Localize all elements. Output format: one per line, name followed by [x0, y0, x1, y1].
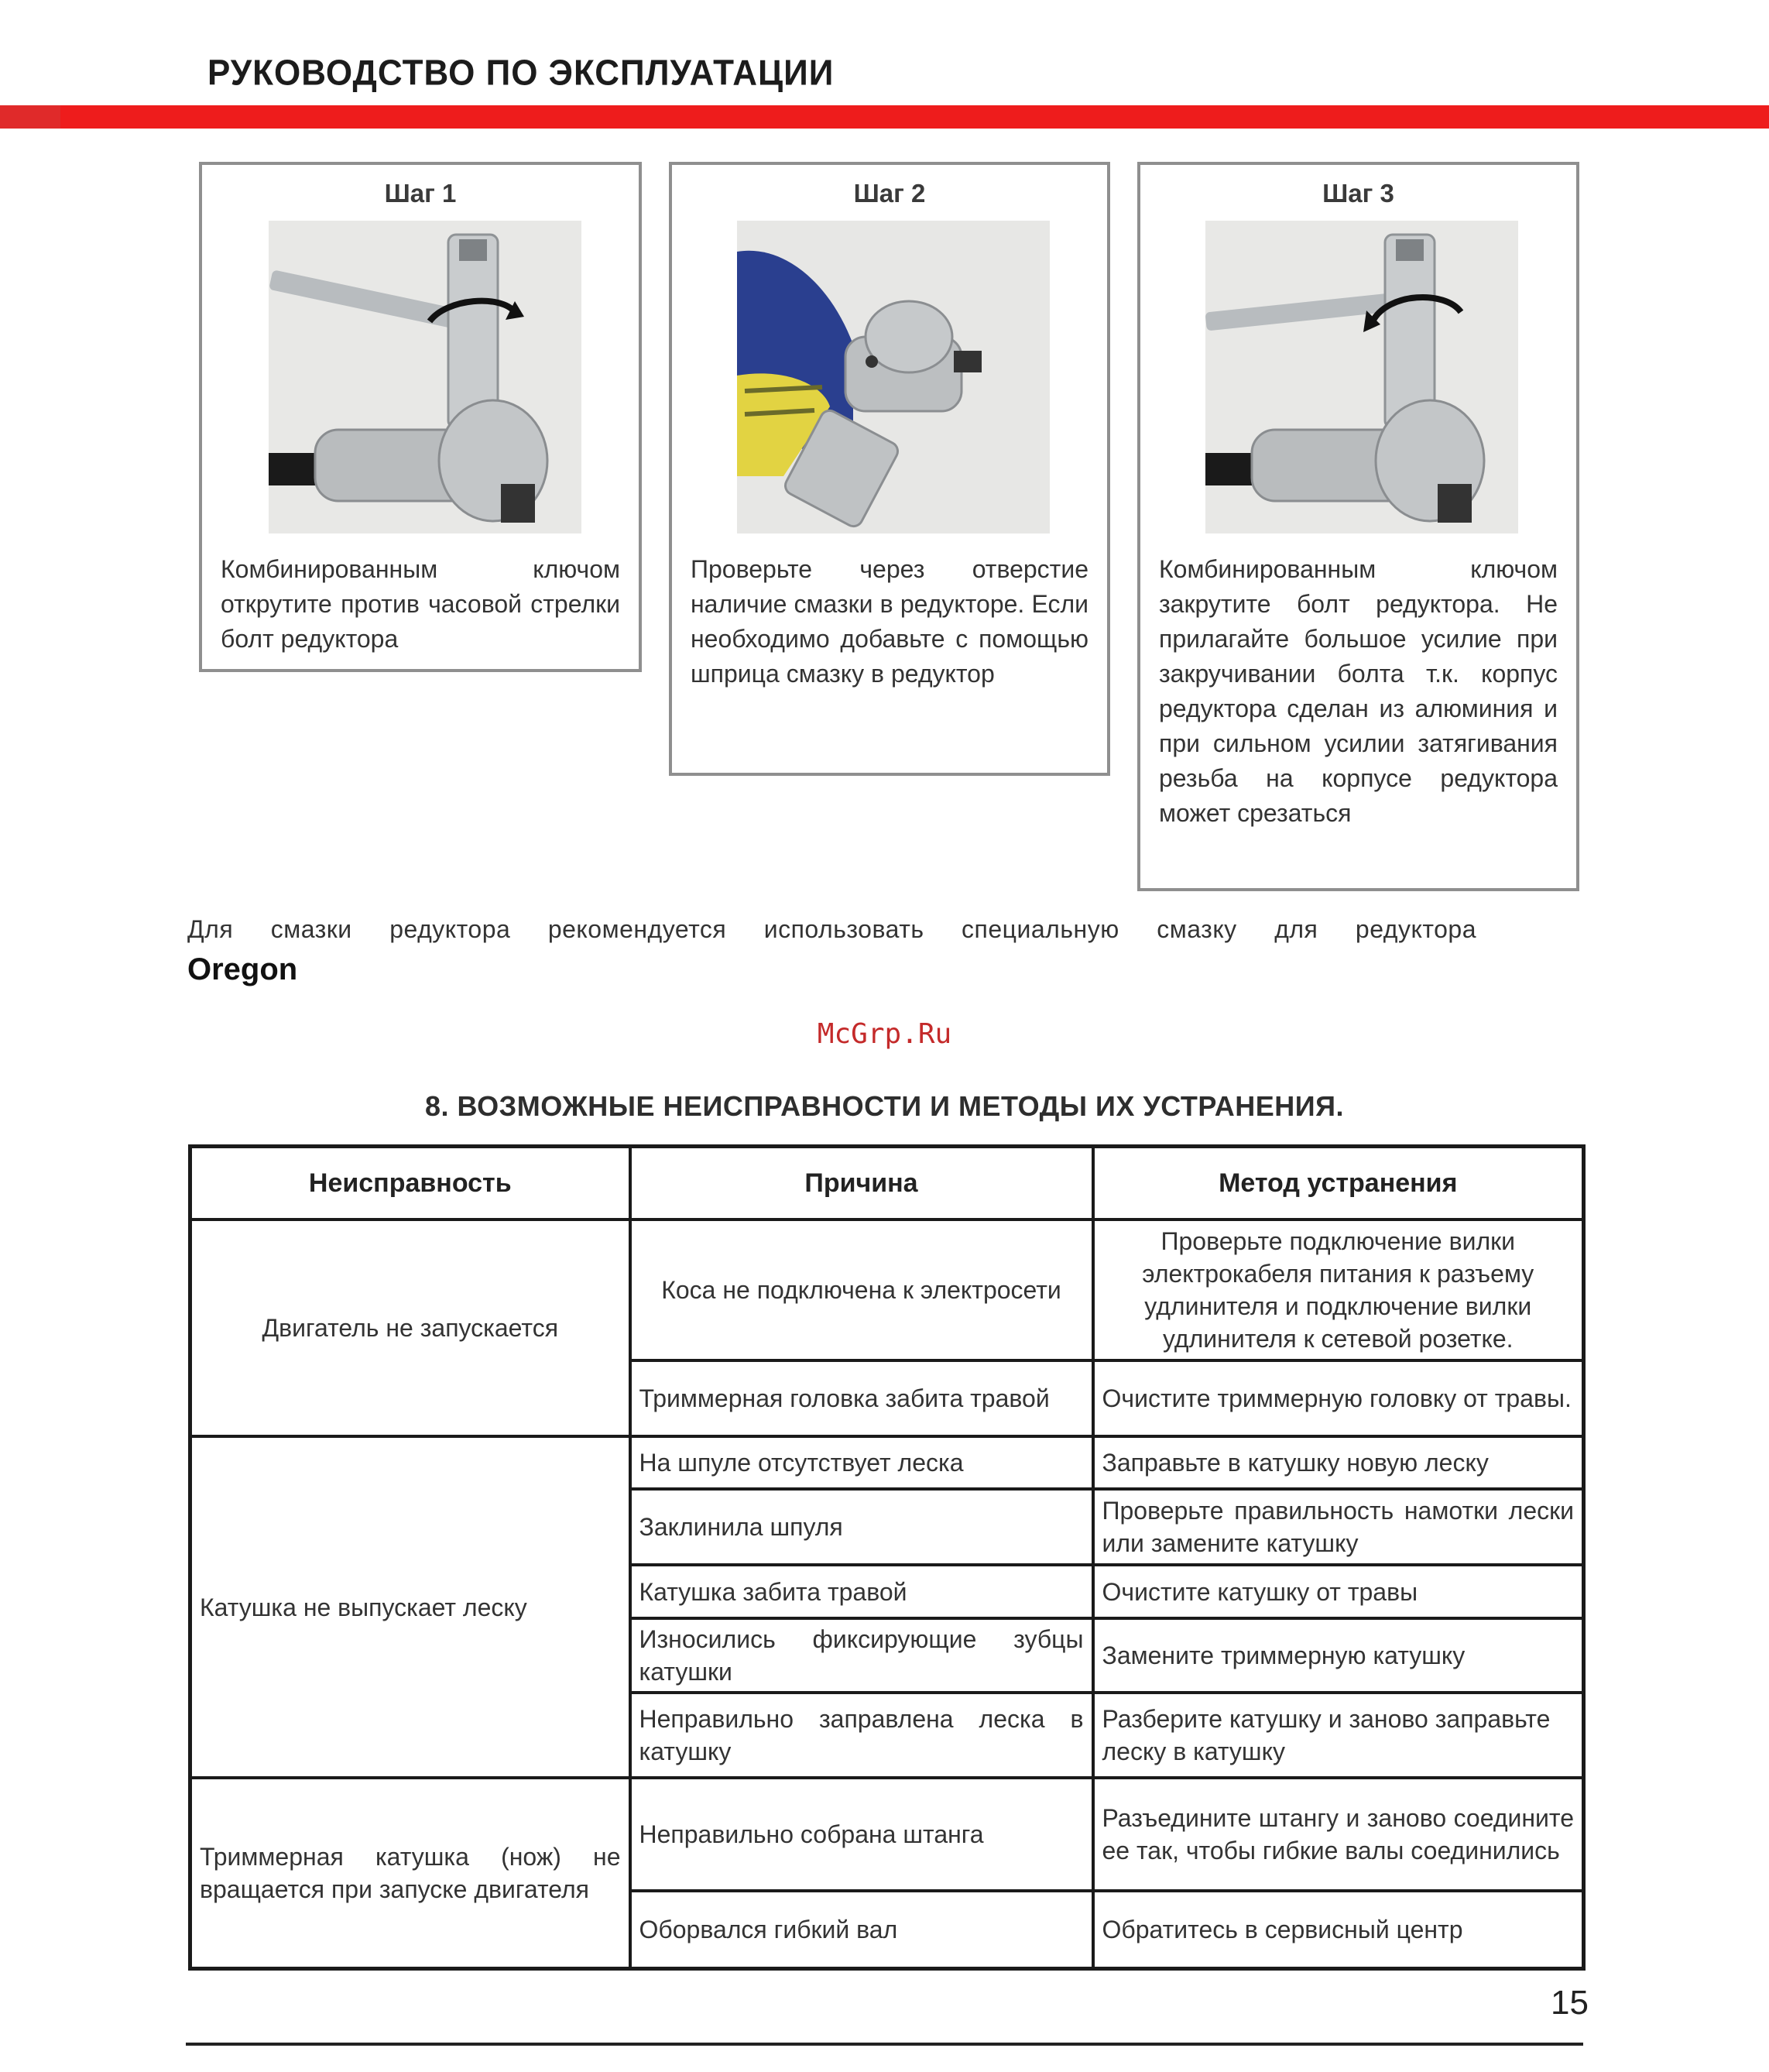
gearbox-wrench-loosen-illustration	[269, 221, 581, 533]
watermark: McGrp.Ru	[817, 1018, 952, 1050]
fault-cell: Триммерная катушка (нож) не вращается при запуске двигателя	[190, 1778, 630, 1969]
table-row	[190, 1436, 1584, 1489]
step-3-text: Комбинированным ключом закрутите болт редуктора. Не прилагайте большое усилие при закручивании болта т.к. корпус редуктора сделан из алюминия и при сильном усилии затягивания резьба на корпусе редуктора может срезаться	[1159, 555, 1558, 827]
fix-cell: Разберите катушку и заново заправьте леску в катушку	[1093, 1693, 1584, 1778]
step-1-text: Комбинированным ключом открутите против часовой стрелки болт редуктора	[221, 555, 620, 653]
fault-cell: Двигатель не запускается	[190, 1220, 630, 1437]
fix-cell: Проверьте подключение вилки электрокабеля питания к разъему удлинителя и подключение вилки удлинителя к сетевой розетке.	[1093, 1220, 1584, 1360]
step-1-box	[199, 162, 642, 672]
step-1-title: Шаг 1	[384, 179, 457, 208]
gearbox-grease-check-illustration	[737, 221, 1050, 533]
header-accent-bar-left	[0, 105, 60, 129]
step-2-box	[669, 162, 1110, 776]
cause-cell: Триммерная головка забита травой	[630, 1360, 1093, 1436]
fix-cell: Обратитесь в сервисный центр	[1093, 1891, 1584, 1968]
header-cause: Причина	[630, 1147, 1093, 1220]
cause-cell: Заклинила шпуля	[630, 1489, 1093, 1565]
troubleshooting-table	[188, 1144, 1586, 1971]
cause-cell: Неправильно собрана штанга	[630, 1778, 1093, 1891]
fix-cell: Заправьте в катушку новую леску	[1093, 1436, 1584, 1489]
gearbox-wrench-tighten-illustration	[1205, 221, 1518, 533]
table-row	[190, 1220, 1584, 1360]
grease-brand: Oregon	[187, 952, 298, 986]
fix-cell: Замените триммерную катушку	[1093, 1618, 1584, 1693]
fault-cell: Катушка не выпускает леску	[190, 1436, 630, 1778]
step-2-photo	[737, 221, 1050, 533]
cause-cell: На шпуле отсутствует леска	[630, 1436, 1093, 1489]
fix-cell: Очистите триммерную головку от травы.	[1093, 1360, 1584, 1436]
page-header-title: РУКОВОДСТВО ПО ЭКСПЛУАТАЦИИ	[207, 53, 835, 94]
cause-cell: Износились фиксирующие зубцы катушки	[630, 1618, 1093, 1693]
step-3-box	[1137, 162, 1579, 891]
section-title: 8. ВОЗМОЖНЫЕ НЕИСПРАВНОСТИ И МЕТОДЫ ИХ УСТРАНЕНИЯ.	[425, 1090, 1344, 1122]
table-row	[190, 1778, 1584, 1891]
header-fault: Неисправность	[190, 1147, 630, 1220]
step-2-text: Проверьте через отверстие наличие смазки в редукторе. Если необходимо добавьте с помощью шприца смазку в редуктор	[691, 555, 1088, 688]
footer-divider	[186, 2043, 1583, 2046]
fix-cell: Проверьте правильность намотки лески или замените катушку	[1093, 1489, 1584, 1565]
step-3-title: Шаг 3	[1322, 179, 1394, 208]
cause-cell: Коса не подключена к электросети	[630, 1220, 1093, 1360]
cause-cell: Оборвался гибкий вал	[630, 1891, 1093, 1968]
fix-cell: Разъедините штангу и заново соедините ее так, чтобы гибкие валы соединились	[1093, 1778, 1584, 1891]
step-3-photo	[1205, 221, 1518, 533]
step-2-title: Шаг 2	[853, 179, 926, 208]
fix-cell: Очистите катушку от травы	[1093, 1565, 1584, 1617]
table-header-row	[190, 1147, 1584, 1220]
page-number: 15	[1551, 1984, 1589, 2022]
header-accent-bar	[60, 105, 1769, 129]
cause-cell: Катушка забита травой	[630, 1565, 1093, 1617]
cause-cell: Неправильно заправлена леска в катушку	[630, 1693, 1093, 1778]
header-fix: Метод устранения	[1093, 1147, 1584, 1220]
step-1-photo	[269, 221, 581, 533]
grease-recommendation-text: Для смазки редуктора рекомендуется использовать специальную смазку для редуктора	[187, 915, 1476, 943]
